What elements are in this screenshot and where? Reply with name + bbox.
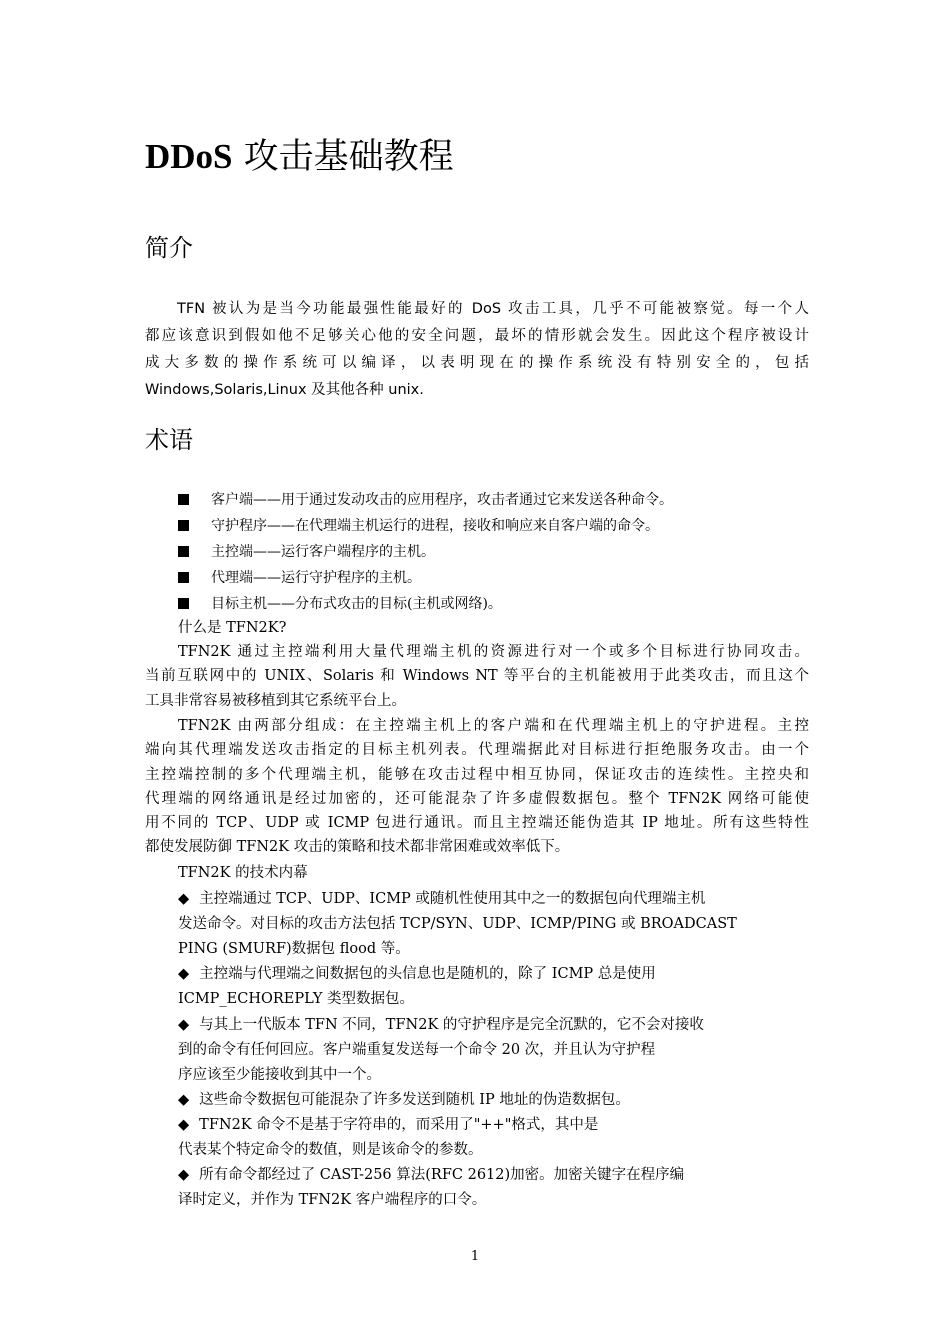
tech-item-line: 到的命令有任何回应。客户端重复发送每一个命令 20 次，并且认为守护程 — [178, 1042, 656, 1058]
tech-item-line: 代表某个特定命令的数值，则是该命令的参数。 — [178, 1142, 483, 1158]
intro-line: 都应该意识到假如他不足够关心他的安全问题，最坏的情形就会发生。因此这个程序被设计 — [145, 328, 809, 344]
term-item — [178, 540, 435, 564]
tech-item — [178, 1163, 684, 1187]
tech-item-line: PING (SMURF)数据包 flood 等。 — [178, 941, 410, 957]
diamond-bullet-icon: ◆ — [178, 1167, 190, 1183]
paragraph-tfn2k-intro — [145, 640, 809, 713]
tech-heading: TFN2K 的技术内幕 — [178, 865, 308, 881]
diamond-bullet-icon: ◆ — [178, 891, 190, 907]
page-number: 1 — [470, 1249, 480, 1264]
what-is-heading: 什么是 TFN2K? — [178, 620, 287, 636]
diamond-bullet-icon: ◆ — [178, 1017, 190, 1033]
paragraph-tfn2k-components — [145, 714, 809, 860]
term-item — [178, 514, 659, 538]
paragraph-line: TFN2K 通过主控端利用大量代理端主机的资源进行对一个或多个目标进行协同攻击。 — [178, 644, 809, 660]
tech-item-line: ICMP_ECHOREPLY 类型数据包。 — [178, 991, 415, 1007]
paragraph-line: 都使发展防御 TFN2K 攻击的策略和技术都非常困难或效率低下。 — [145, 839, 570, 856]
square-bullet-icon — [178, 520, 189, 531]
tech-item-line: 主控端通过 TCP、UDP、ICMP 或随机性使用其中之一的数据包向代理端主机 — [199, 891, 706, 907]
diamond-bullet-icon: ◆ — [178, 1092, 190, 1108]
paragraph-line: 用不同的 TCP、UDP 或 ICMP 包进行通讯。而且主控端还能伪造其 IP 地址。所有这些特性 — [145, 815, 809, 832]
tech-item — [178, 1113, 598, 1137]
term-item — [178, 566, 421, 590]
tech-item-line: 所有命令都经过了 CAST-256 算法(RFC 2612)加密。加密关键字在程序编 — [199, 1167, 685, 1183]
term-text: 代理端——运行守护程序的主机。 — [211, 570, 421, 586]
intro-line: 成大多数的操作系统可以编译，以表明现在的操作系统没有特别安全的，包括 — [145, 355, 809, 371]
tech-item-line: 主控端与代理端之间数据包的头信息也是随机的，除了 ICMP 总是使用 — [199, 966, 656, 982]
tech-item — [178, 887, 705, 911]
tech-item-line: TFN2K 命令不是基于字符串的，而采用了"++"格式，其中是 — [199, 1117, 599, 1133]
paragraph-line: 工具非常容易被移植到其它系统平台上。 — [145, 692, 406, 709]
tech-item — [178, 962, 656, 986]
diamond-bullet-icon: ◆ — [178, 1117, 190, 1133]
term-text: 目标主机——分布式攻击的目标(主机或网络)。 — [211, 596, 502, 612]
tech-item — [178, 1088, 630, 1112]
square-bullet-icon — [178, 572, 189, 583]
paragraph-line: TFN2K 由两部分组成：在主控端主机上的客户端和在代理端主机上的守护进程。主控 — [178, 718, 809, 734]
tech-item-line: 译时定义，并作为 TFN2K 客户端程序的口令。 — [178, 1192, 487, 1208]
section-heading-terms: 术语 — [145, 426, 193, 454]
intro-paragraph — [145, 296, 809, 404]
tech-item — [178, 1013, 704, 1037]
tech-item-line: 这些命令数据包可能混杂了许多发送到随机 IP 地址的伪造数据包。 — [199, 1092, 630, 1108]
term-text: 守护程序——在代理端主机运行的进程，接收和响应来自客户端的命令。 — [211, 518, 659, 534]
tech-item-line: 与其上一代版本 TFN 不同，TFN2K 的守护程序是完全沉默的，它不会对接收 — [199, 1017, 704, 1033]
square-bullet-icon — [178, 598, 189, 609]
paragraph-line: 代理端的网络通讯是经过加密的，还可能混杂了许多虚假数据包。整个 TFN2K 网络可能使 — [145, 790, 809, 807]
term-item — [178, 488, 673, 512]
document-title — [145, 133, 454, 181]
term-item — [178, 592, 502, 616]
intro-line: TFN 被认为是当今功能最强性能最好的 DoS 攻击工具，几乎不可能被察觉。每一个人 — [177, 301, 809, 317]
tech-item-line: 发送命令。对目标的攻击方法包括 TCP/SYN、UDP、ICMP/PING 或 BROADCAST — [178, 916, 737, 932]
term-text: 主控端——运行客户端程序的主机。 — [211, 544, 435, 560]
paragraph-line: 当前互联网中的 UNIX、Solaris 和 Windows NT 等平台的主机能被用于此类攻击，而且这个 — [145, 668, 809, 685]
term-text: 客户端——用于通过发动攻击的应用程序，攻击者通过它来发送各种命令。 — [211, 492, 673, 508]
square-bullet-icon — [178, 494, 189, 505]
section-heading-intro: 简介 — [145, 234, 193, 262]
square-bullet-icon — [178, 546, 189, 557]
title-latin: DDoS — [145, 137, 233, 176]
intro-line: Windows,Solaris,Linux 及其他各种 unix. — [145, 382, 424, 398]
diamond-bullet-icon: ◆ — [178, 966, 190, 982]
paragraph-line: 端向其代理端发送攻击指定的目标主机列表。代理端据此对目标进行拒绝服务攻击。由一个 — [145, 742, 809, 759]
tech-item-line: 序应该至少能接收到其中一个。 — [178, 1067, 381, 1083]
paragraph-line: 主控端控制的多个代理端主机，能够在攻击过程中相互协同，保证攻击的连续性。主控央和 — [145, 766, 809, 783]
title-cjk: 攻击基础教程 — [243, 137, 454, 177]
